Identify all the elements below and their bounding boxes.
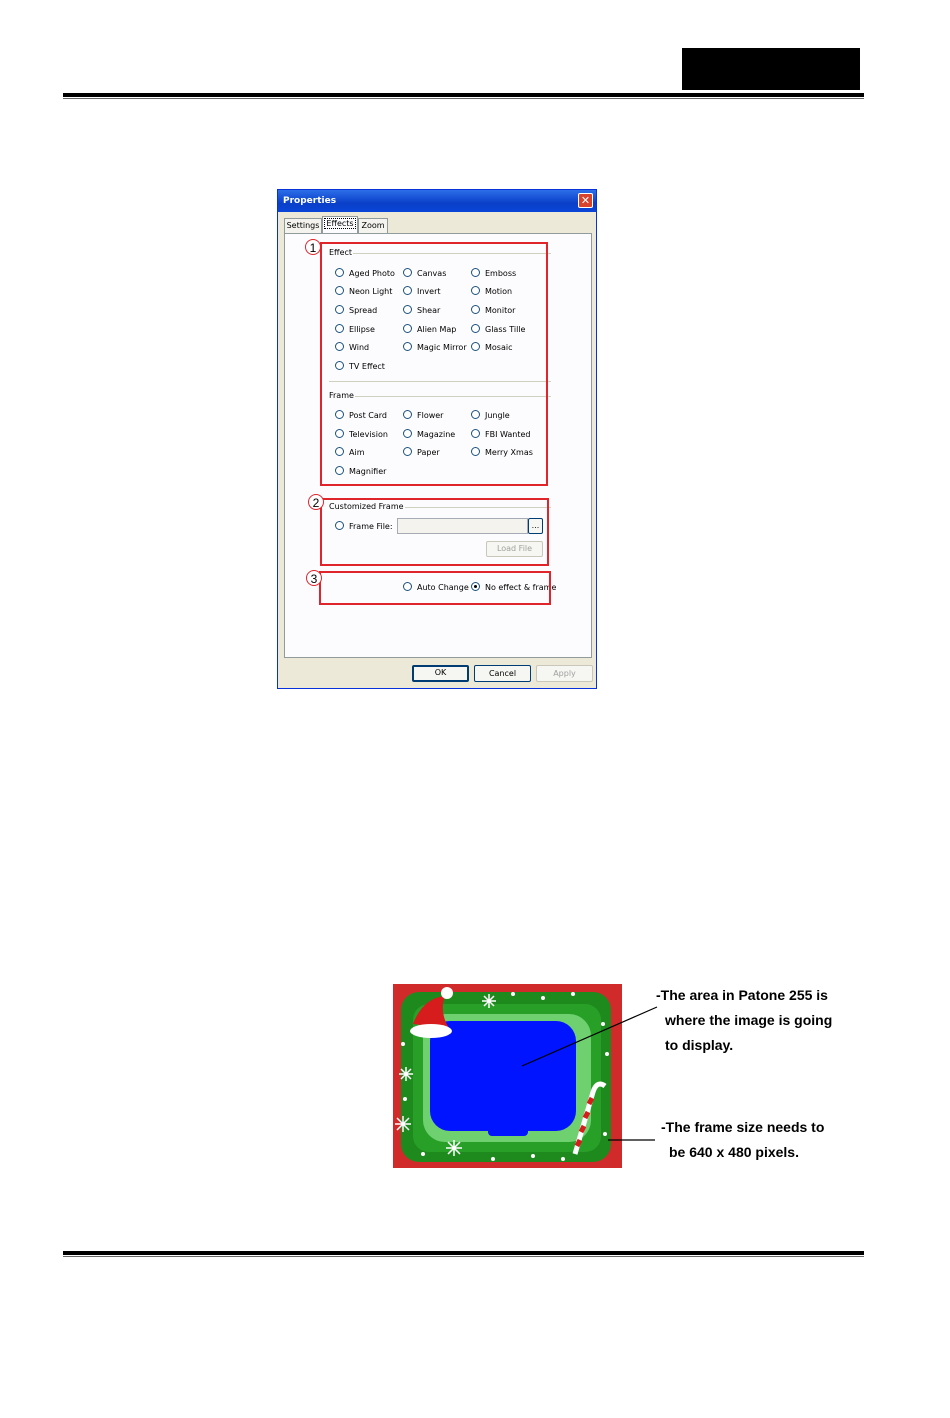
area-note-line-1: -The area in Patone 255 is [656,987,828,1003]
footer-rule [63,1251,864,1255]
radio-label: Emboss [485,269,517,278]
ok-button[interactable]: OK [412,665,469,682]
browse-button[interactable]: ... [528,518,543,534]
size-note-line-1: -The frame size needs to [661,1119,825,1135]
tab-effects-label: Effects [326,219,354,228]
apply-button[interactable]: Apply [536,665,593,682]
radio-label: Aim [349,448,365,457]
radio-label: Aged Photo [349,269,395,278]
radio-label: Magic Mirror [417,343,467,352]
load-file-button[interactable]: Load File [486,541,543,557]
radio-label: Magazine [417,430,456,439]
christmas-frame-illustration [393,984,622,1168]
radio-label: Monitor [485,306,516,315]
radio-label: Canvas [417,269,447,278]
radio-label: Shear [417,306,441,315]
custom-frame-group-label: Customized Frame [329,502,404,511]
area-note-line-3: to display. [665,1037,734,1053]
callout-box-3 [319,571,551,605]
display-area-blue [430,1021,576,1131]
radio-label: Magnifier [349,467,387,476]
radio-label: FBI Wanted [485,430,531,439]
cancel-button[interactable]: Cancel [474,665,531,682]
radio-label: Mosaic [485,343,513,352]
radio-label: Spread [349,306,378,315]
radio-label: Ellipse [349,325,375,334]
radio-label: Paper [417,448,440,457]
header-rule-thin [63,98,864,99]
effect-group-label: Effect [329,248,353,257]
radio-label: Flower [417,411,444,420]
callout-box-1 [320,242,548,486]
radio-label: Auto Change [417,583,469,592]
radio-label: Motion [485,287,513,296]
radio-label: Alien Map [417,325,457,334]
callout-box-2 [320,498,549,566]
radio-label: Post Card [349,411,387,420]
radio-label: Glass Tille [485,325,526,334]
header-rule [63,93,864,97]
radio-label: Merry Xmas [485,448,533,457]
radio-label: Wind [349,343,370,352]
callout-number-3: 3 [306,570,322,586]
radio-label: Neon Light [349,287,393,296]
radio-label: Jungle [485,411,510,420]
radio-label: Invert [417,287,441,296]
santa-hat-brim [410,1024,452,1038]
santa-hat-pom [441,987,453,999]
tab-zoom[interactable]: Zoom [358,218,388,233]
callout-number-1: 1 [305,239,321,255]
radio-label: TV Effect [349,362,385,371]
title-bar [278,190,596,212]
size-note-line-2: be 640 x 480 pixels. [669,1144,799,1160]
frame-group-label: Frame [329,391,354,400]
radio-label: No effect & frame [485,583,557,592]
radio-label: Frame File: [349,522,393,531]
close-icon[interactable]: ✕ [578,193,593,208]
dialog-title: Properties [283,196,337,206]
radio-label: Television [349,430,388,439]
callout-number-2: 2 [308,494,324,510]
tab-settings[interactable]: Settings [284,218,322,233]
footer-rule-thin [63,1256,864,1257]
area-note-line-2: where the image is going [665,1012,833,1028]
tab-effects[interactable] [322,216,358,234]
display-area-tab [488,1124,528,1136]
header-block [682,48,860,90]
